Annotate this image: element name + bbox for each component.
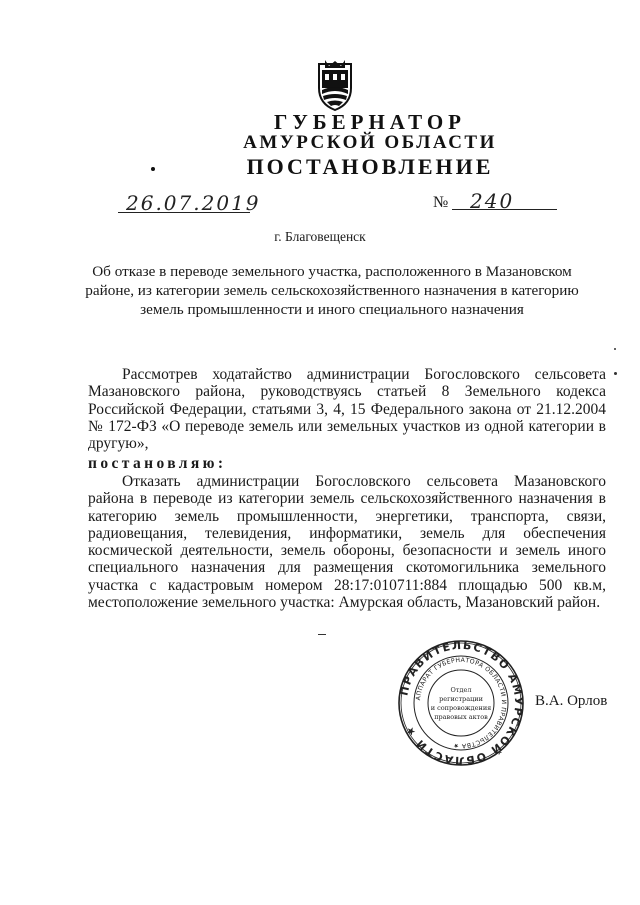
decree-word: постановляю:	[88, 455, 227, 472]
scan-artifact	[614, 372, 617, 375]
number-underline	[452, 209, 557, 210]
svg-text:регистрации: регистрации	[439, 695, 483, 703]
region-title: АМУРСКОЙ ОБЛАСТИ	[243, 132, 497, 153]
svg-text:ПРАВИТЕЛЬСТВО АМУРСКОЙ ОБЛАСТИ: ПРАВИТЕЛЬСТВО АМУРСКОЙ ОБЛАСТИ ★	[397, 638, 526, 768]
scan-artifact	[318, 634, 326, 635]
document-subject: Об отказе в переводе земельного участка, расположенного в Мазановском районе, из категории земель сельскохозяйственного назначения в категорию земель промышленности и иного специального назначения	[85, 263, 579, 318]
scan-mark	[151, 167, 155, 171]
number-label: №	[433, 194, 449, 211]
svg-text:Отдел: Отдел	[450, 686, 472, 694]
date-underline	[118, 212, 250, 213]
handwritten-number: 240	[470, 189, 515, 213]
svg-text:правовых актов: правовых актов	[434, 713, 488, 721]
signatory-name: В.А. Орлов	[535, 693, 608, 709]
decision-paragraph: Отказать администрации Богословского сельсовета Мазановского района в переводе из категории земель сельскохозяйственного назначения в категорию земель промышленности, энергетики, транспорта, связи, радиовещания, телевидения, информатики, земель для обеспечения космической деятельности, земель обороны, безопасности и земель иного специального назначения для размещения скотомогильника земельного участка с кадастровым номером 28:17:010711:884 площадью 500 кв.м, местоположение земельного участка: Амурская область, Мазановский район.	[88, 473, 606, 612]
city-line: г. Благовещенск	[274, 229, 366, 244]
governor-title: ГУБЕРНАТОР	[273, 110, 467, 134]
handwritten-date: 26.07.2019	[126, 191, 261, 215]
svg-text:и сопровождения: и сопровождения	[430, 704, 492, 712]
preamble-paragraph: Рассмотрев ходатайство администрации Богословского сельсовета Мазановского района, руководствуясь статьей 8 Земельного кодекса Российской Федерации, статьями 3, 4, 15 Федерального закона от 21.12.2004 № 172-ФЗ «О переводе земель или земельных участков из одной категории в другую»,	[88, 366, 606, 453]
svg-text:АППАРАТ ГУБЕРНАТОРА ОБЛАСТИ И: АППАРАТ ГУБЕРНАТОРА ОБЛАСТИ И ПРАВИТЕЛЬСТВА ★	[415, 656, 508, 750]
document-type-title: ПОСТАНОВЛЕНИЕ	[246, 154, 494, 179]
coat-of-arms-emblem	[313, 58, 357, 112]
official-seal-stamp	[396, 638, 526, 768]
scan-artifact	[614, 348, 616, 350]
